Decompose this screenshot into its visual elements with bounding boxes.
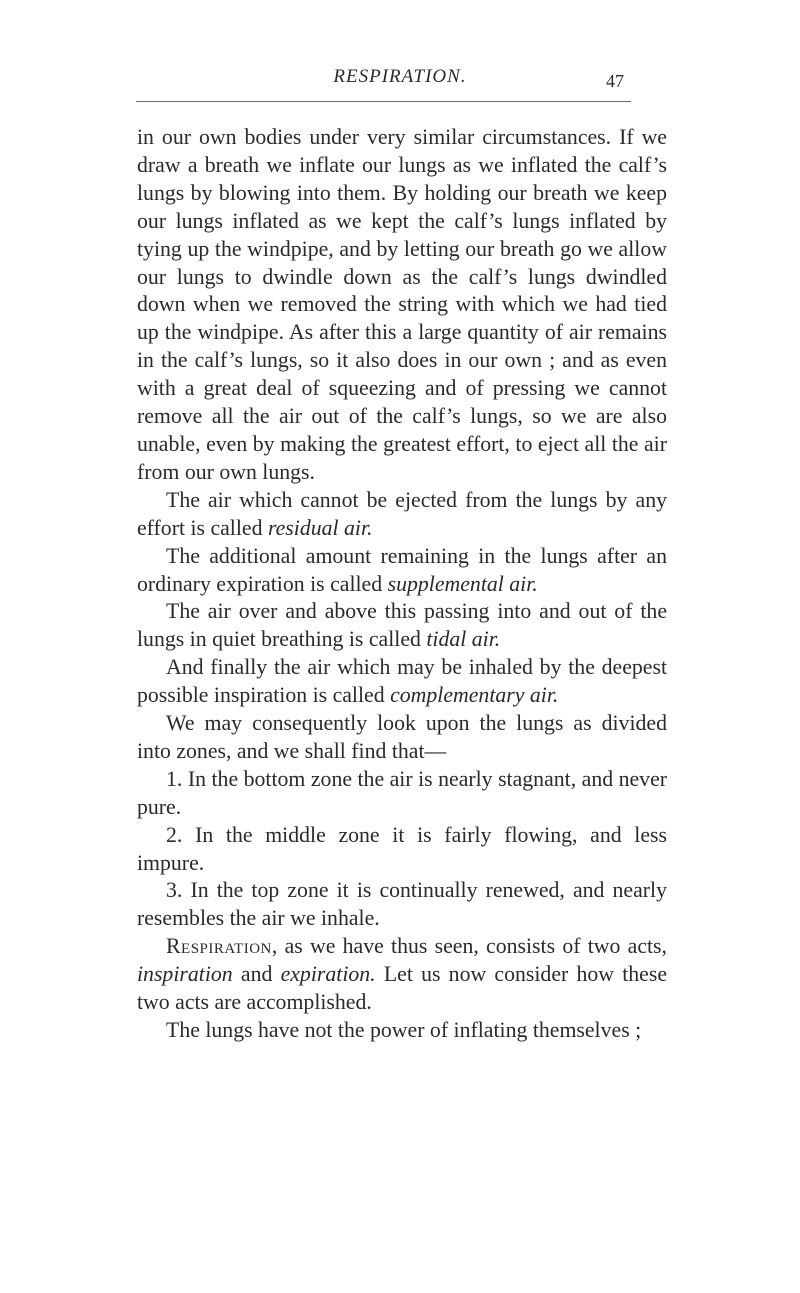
paragraph-text: The lungs have not the power of inflating themselves ; <box>166 1018 642 1042</box>
paragraph-text: The additional amount remaining in the lungs after an ordinary expiration is called <box>137 543 667 596</box>
list-item <box>137 822 667 878</box>
term-inspiration: inspiration <box>137 962 233 987</box>
term-tidal-air: tidal air. <box>426 627 501 652</box>
running-head: RESPIRATION. <box>333 66 467 87</box>
list-item-number: 1. <box>166 766 183 791</box>
paragraph-text: The air over and above this passing into and out of the lungs in quiet breathing is called <box>137 599 667 652</box>
paragraph-text: , as we have thus seen, consists of two acts, <box>271 934 667 959</box>
list-item-text: In the bottom zone the air is nearly stagnant, and never pure. <box>137 766 668 819</box>
list-item-text: In the top zone it is continually renewed, and nearly resembles the air we inhale. <box>137 878 667 931</box>
paragraph-text: and <box>232 962 281 987</box>
paragraph-residual-air <box>137 487 667 543</box>
list-item <box>137 877 667 933</box>
list-item-number: 3. <box>166 878 183 903</box>
list-item-number: 2. <box>166 822 183 847</box>
paragraph-text: Let us now consider how these two acts are accomplished. <box>137 962 667 1015</box>
page-number: 47 <box>606 71 624 91</box>
paragraph-final <box>137 1017 667 1045</box>
term-respiration: Respiration <box>166 934 272 959</box>
paragraph-text: The air which cannot be ejected from the lungs by any effort is called <box>137 487 667 540</box>
page-header <box>0 66 800 96</box>
list-item <box>137 766 667 822</box>
term-expiration: expiration. <box>280 962 376 987</box>
term-complementary-air: complementary air. <box>390 683 559 708</box>
body-text <box>137 124 667 1045</box>
paragraph-text: in our own bodies under very similar circumstances. If we draw a breath we inflate our lungs as we inflated the calf’s lungs by blowing into them. By holding our breath we keep our lungs inflated as we kept the calf’s lungs inflated by tying up the windpipe, and by letting our breath go we allow our lungs to dwindle down as the calf’s lungs dwindled down when we removed the string with which we had tied up the windpipe. As after this a large quantity of air remains in the calf’s lungs, so it also does in our own ; and as even with a great deal of squeezing and of pressing we cannot remove all the air out of the calf’s lungs, so we are also unable, even by making the greatest effort, to eject all the air from our own lungs. <box>137 125 667 484</box>
paragraph-tidal-air <box>137 598 667 654</box>
paragraph-text: We may consequently look upon the lungs as divided into zones, and we shall find that— <box>137 711 667 763</box>
paragraph-supplemental-air <box>137 543 667 599</box>
list-item-text: In the middle zone it is fairly flowing, and less impure. <box>137 822 668 875</box>
paragraph-zones <box>137 710 667 766</box>
paragraph-respiration <box>137 933 667 1017</box>
paragraph-complementary-air <box>137 654 667 710</box>
term-supplemental-air: supplemental air. <box>387 571 538 596</box>
term-residual-air: residual air. <box>267 515 373 540</box>
paragraph-text: And finally the air which may be inhaled by the deepest possible inspiration is called <box>137 655 667 708</box>
header-rule <box>136 101 631 102</box>
paragraph-continuation <box>137 124 667 487</box>
